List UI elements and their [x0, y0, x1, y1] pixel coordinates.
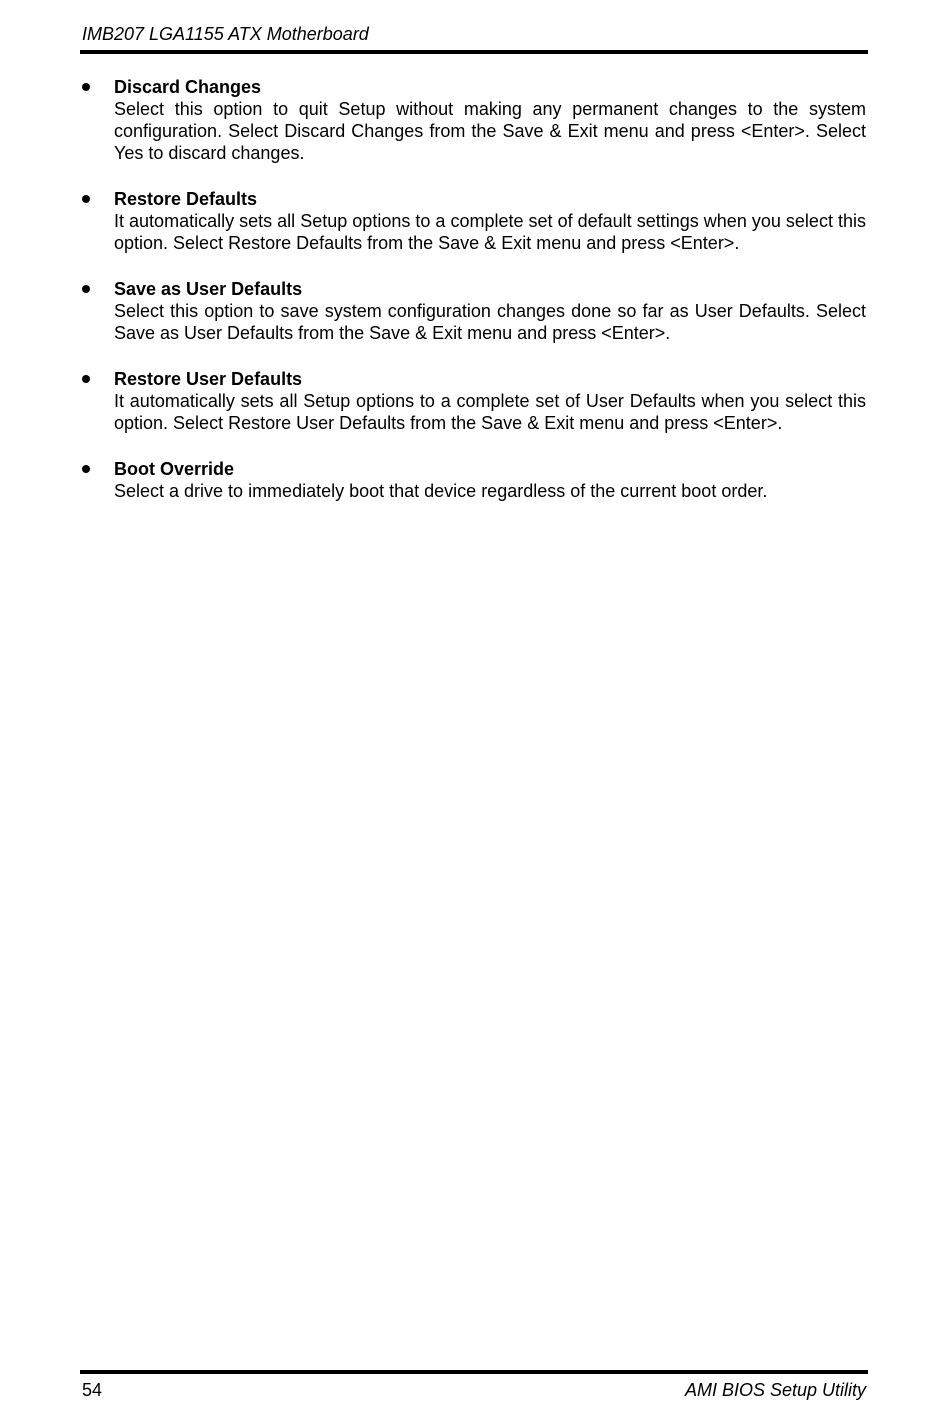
list-item-save-as-user-defaults	[80, 278, 866, 344]
item-title: Discard Changes	[114, 77, 262, 97]
item-description: Select a drive to immediately boot that device regardless of the current boot order.	[114, 481, 768, 501]
page-footer	[80, 1370, 868, 1404]
item-title: Restore Defaults	[114, 189, 258, 209]
page-header	[80, 22, 868, 54]
content	[80, 76, 866, 526]
item-title: Boot Override	[114, 459, 235, 479]
bullet-icon	[82, 285, 90, 293]
list-item-restore-defaults	[80, 188, 866, 254]
item-description: Select this option to save system configuration changes done so far as User Defaults. Select Save as User Defaults from the Save & Exit menu and press <Enter>.	[114, 301, 866, 343]
bullet-icon	[82, 195, 90, 203]
list-item-boot-override	[80, 458, 866, 502]
item-description: It automatically sets all Setup options to a complete set of User Defaults when you select this option. Select Restore User Defaults from the Save & Exit menu and press <Enter>.	[114, 391, 866, 433]
footer-title: AMI BIOS Setup Utility	[684, 1380, 866, 1400]
bullet-icon	[82, 375, 90, 383]
list-item-restore-user-defaults	[80, 368, 866, 434]
bullet-icon	[82, 83, 90, 91]
bullet-icon	[82, 465, 90, 473]
list-item-discard-changes	[80, 76, 866, 164]
item-title: Restore User Defaults	[114, 369, 303, 389]
item-description: Select this option to quit Setup without making any permanent changes to the system configuration. Select Discard Changes from the Save & Exit menu and press <Enter>. Select Yes to discard changes.	[114, 99, 866, 163]
page-number: 54	[82, 1380, 103, 1400]
item-title: Save as User Defaults	[114, 279, 303, 299]
item-description: It automatically sets all Setup options to a complete set of default settings when you select this option. Select Restore Defaults from the Save & Exit menu and press <Enter>.	[114, 211, 866, 253]
header-title: IMB207 LGA1155 ATX Motherboard	[82, 24, 369, 44]
